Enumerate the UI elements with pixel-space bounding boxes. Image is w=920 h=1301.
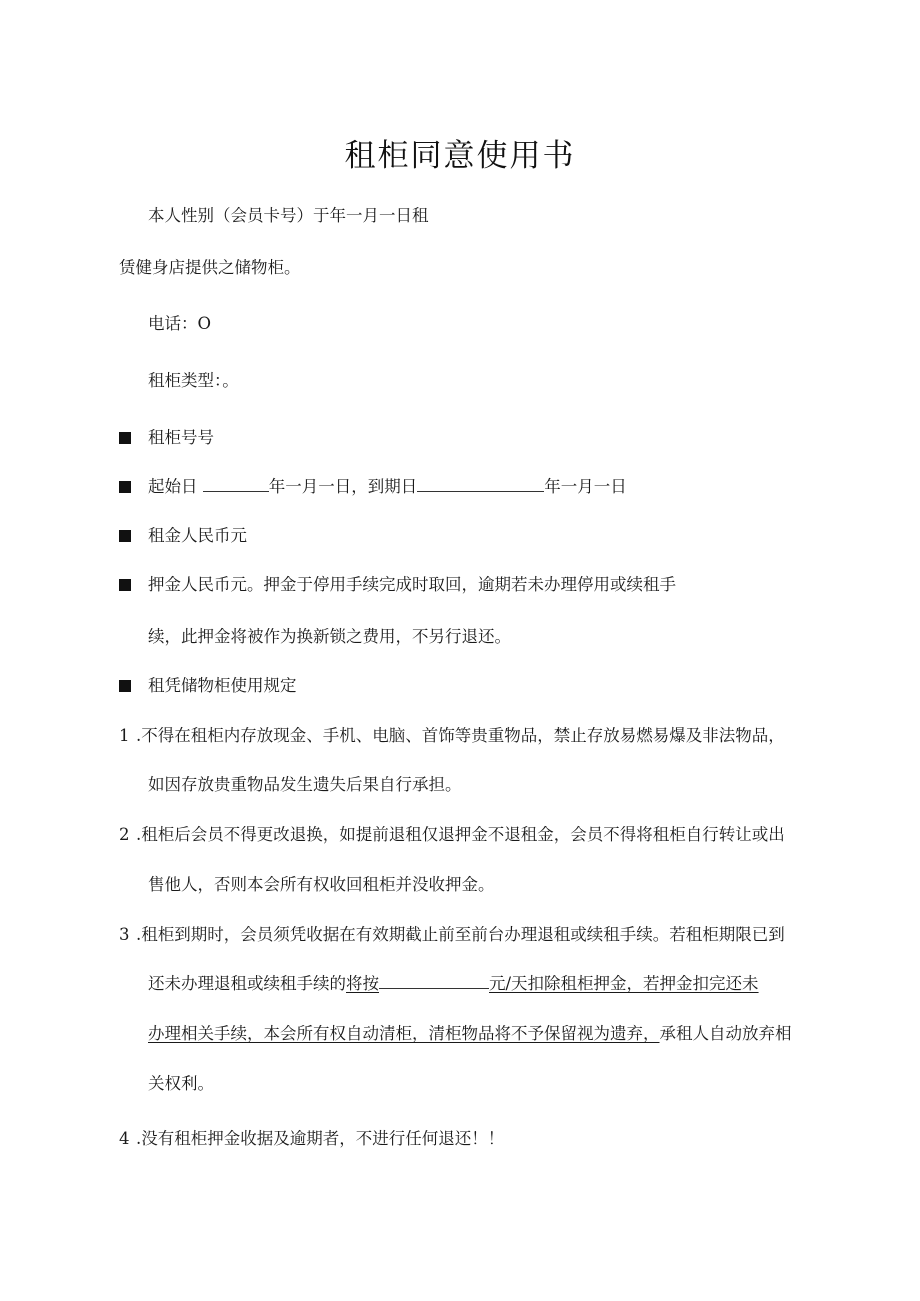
rule-number: 1 <box>119 726 130 745</box>
rule-2-line-1: .租柜后会员不得更改退换，如提前退租仅退押金不退租金，会员不得将租柜自行转让或出 <box>136 825 785 844</box>
start-date-suffix: 年一月一日，到期日 <box>268 477 418 496</box>
rule-number: 3 <box>119 925 130 944</box>
bullet-square-icon <box>119 680 131 692</box>
locker-type-field: 租柜类型：。 <box>148 371 239 390</box>
deposit-line-1: 押金人民币元。押金于停用手续完成时取回，逾期若未办理停用或续租手 <box>148 575 676 594</box>
rule-3-line-3 <box>148 1023 792 1045</box>
intro-line-1: 本人性别（会员卡号）于年一月一日租 <box>148 206 429 225</box>
phone-field: 电话：O <box>148 314 212 333</box>
rule-number: 2 <box>119 825 130 844</box>
rule-3-line-2 <box>148 973 759 995</box>
rent-field: 租金人民币元 <box>148 526 247 545</box>
bullet-square-icon <box>119 579 131 591</box>
rule-number: 4 <box>119 1129 130 1148</box>
rule-3-line-4: 关权利。 <box>148 1074 214 1093</box>
deposit-line-2: 续，此押金将被作为换新锁之费用，不另行退还。 <box>148 627 511 646</box>
start-date-label: 起始日 <box>148 477 198 496</box>
rule-1-line-2: 如因存放贵重物品发生遗失后果自行承担。 <box>148 775 462 794</box>
page-title: 租柜同意使用书 <box>344 138 576 174</box>
intro-line-2: 赁健身店提供之储物柜。 <box>119 258 301 277</box>
rules-heading: 租凭储物柜使用规定 <box>148 676 297 695</box>
rule-1-line-1: .不得在租柜内存放现金、手机、电脑、首饰等贵重物品，禁止存放易燃易爆及非法物品， <box>136 726 785 745</box>
daily-fee-blank[interactable] <box>379 974 489 989</box>
rule-3-line-2-b: 将按 <box>346 974 379 993</box>
rule-3-line-2-c: 元/天扣除租柜押金，若押金扣完还未 <box>489 974 759 993</box>
rule-3-line-1: .租柜到期时，会员须凭收据在有效期截止前至前台办理退租或续租手续。若租柜期限已到 <box>136 925 785 944</box>
rule-4-line-1: .没有租柜押金收据及逾期者，不进行任何退还！！ <box>136 1129 505 1148</box>
rule-3-line-3-b: 承租人自动放弃相 <box>659 1024 792 1043</box>
bullet-square-icon <box>119 481 131 493</box>
locker-number-field: 租柜号号 <box>148 428 214 447</box>
end-date-blank[interactable] <box>417 477 544 492</box>
start-date-blank[interactable] <box>203 477 269 492</box>
rule-3-line-3-a: 办理相关手续，本会所有权自动清柜，清柜物品将不予保留视为遗弃， <box>148 1024 660 1043</box>
rule-2-line-2: 售他人，否则本会所有权收回租柜并没收押金。 <box>148 875 495 894</box>
bullet-square-icon <box>119 530 131 542</box>
bullet-square-icon <box>119 432 131 444</box>
rule-3-line-2-a: 还未办理退租或续租手续的 <box>148 974 346 993</box>
rental-period-field <box>148 476 627 498</box>
end-date-suffix: 年一月一日 <box>544 477 627 496</box>
